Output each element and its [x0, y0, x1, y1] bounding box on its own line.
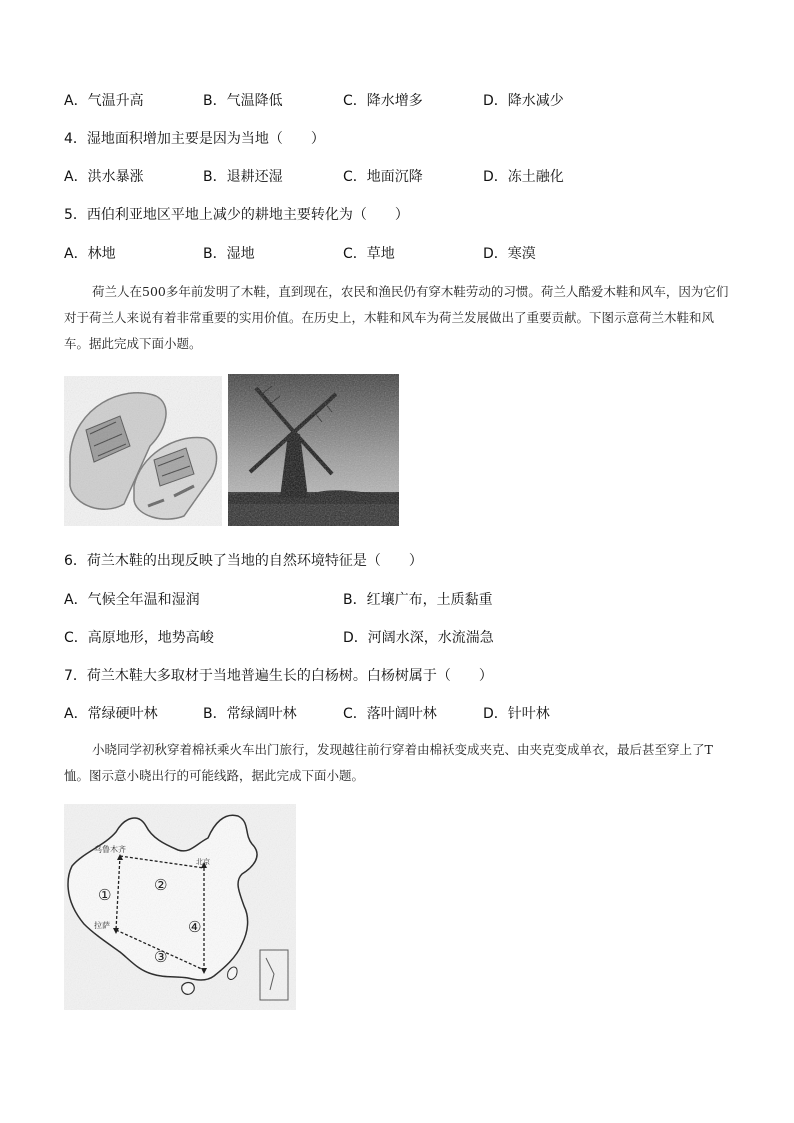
q5-option-c: C．草地 — [343, 246, 395, 262]
q3-option-d: D．降水减少 — [483, 93, 564, 109]
q6-option-b: B．红壤广布，土质黏重 — [343, 592, 493, 608]
passage-dutch-clogs: 荷兰人在500多年前发明了木鞋，直到现在，农民和渔民仍有穿木鞋劳动的习惯。荷兰人酷爱木鞋和风车，因为它们对于荷兰人来说有着非常重要的实用价值。在历史上，木鞋和风车为荷兰发展做出了重要贡献。下图示意荷兰木鞋和风车。据此完成下面小题。 — [64, 284, 729, 351]
china-route-map — [64, 804, 296, 1010]
q4-option-b: B．退耕还湿 — [203, 169, 283, 185]
passage-travel: 小晓同学初秋穿着棉袄乘火车出门旅行，发现越往前行穿着由棉袄变成夹克、由夹克变成单衣，最后甚至穿上了T恤。图示意小晓出行的可能线路，据此完成下面小题。 — [64, 742, 713, 783]
q4-stem: 4．湿地面积增加主要是因为当地（ ） — [64, 131, 325, 147]
q7-option-b: B．常绿阔叶林 — [203, 706, 297, 722]
q7-option-a: A．常绿硬叶林 — [64, 706, 158, 722]
q6-option-a: A．气候全年温和湿润 — [64, 592, 200, 608]
q3-option-a: A．气温升高 — [64, 93, 144, 109]
q4-option-d: D．冻土融化 — [483, 169, 564, 185]
windmill-image — [228, 374, 399, 526]
q5-option-a: A．林地 — [64, 246, 116, 262]
q3-option-b: B．气温降低 — [203, 93, 283, 109]
q6-stem: 6．荷兰木鞋的出现反映了当地的自然环境特征是（ ） — [64, 553, 423, 569]
q7-option-c: C．落叶阔叶林 — [343, 706, 437, 722]
clogs-image — [64, 376, 222, 526]
q5-option-b: B．湿地 — [203, 246, 255, 262]
q4-option-c: C．地面沉降 — [343, 169, 423, 185]
q6-option-c: C．高原地形，地势高峻 — [64, 630, 214, 646]
q6-option-d: D．河阔水深，水流湍急 — [343, 630, 494, 646]
q7-stem: 7．荷兰木鞋大多取材于当地普遍生长的白杨树。白杨树属于（ ） — [64, 668, 493, 684]
q4-option-a: A．洪水暴涨 — [64, 169, 144, 185]
q5-option-d: D．寒漠 — [483, 246, 536, 262]
q5-stem: 5．西伯利亚地区平地上减少的耕地主要转化为（ ） — [64, 207, 409, 223]
q3-option-c: C．降水增多 — [343, 93, 423, 109]
q7-option-d: D．针叶林 — [483, 706, 550, 722]
